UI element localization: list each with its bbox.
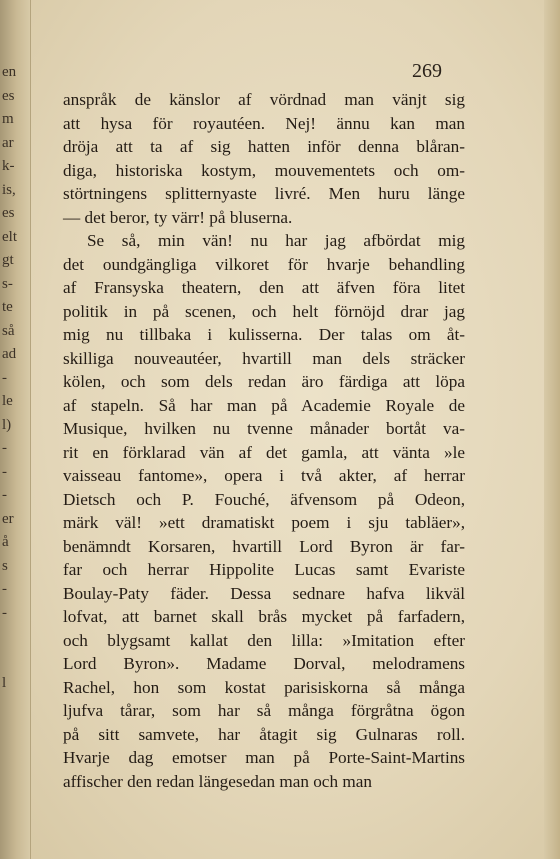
text-line: benämndt Korsaren, hvartill Lord Byron är far- [63,536,465,556]
text-line: — det beror, ty värr! på bluserna. [63,207,293,227]
text-line: Boulay-Paty fäder. Dessa sednare hafva likväl [63,583,465,603]
facing-page-fragment: en [2,64,17,80]
facing-page-fragment: es [2,87,15,104]
text-line: dröja att ta af sig hatten inför denna blåran- [63,137,465,156]
text-line: politik in på scenen, och helt förnöjd drar jag [63,301,465,321]
text-line: störtningens splitternyaste livré. Men huru länge [63,184,465,203]
text-line: Se så, min vän! nu har jag afbördat mig [87,231,465,250]
body-text [63,88,465,793]
facing-page-fragment: - [2,487,7,503]
facing-page-fragment: - [2,604,7,621]
facing-page-fragment: is, [2,181,16,198]
facing-page-fragment: ad [2,346,17,362]
text-line: att hysa för royautéen. Nej! ännu kan man [63,113,465,133]
text-line: anspråk de känslor af vördnad man vänjt sig [63,90,465,109]
text-line: far och herrar Hippolite Lucas samt Evariste [63,560,465,579]
facing-page-fragment: m [2,111,14,127]
page-number: 269 [412,60,442,82]
text-line: skilliga nouveautéer, hvartill man dels sträcker [63,348,465,368]
facing-page-fragment: elt [2,228,17,245]
facing-page-fragment: es [2,205,15,221]
facing-page-fragment: - [2,463,7,480]
facing-page-fragment: te [2,299,13,315]
text-line: märk väl! »ett dramatiskt poem i sju tabläer», [63,513,465,532]
facing-page-fragment: s [2,557,8,574]
facing-page-fragment: k- [2,158,15,174]
text-line: affischer den redan längesedan man och man [63,771,372,791]
facing-page-fragment: så [2,322,15,339]
text-line: på sitt samvete, har åtagit sig Gulnaras roll. [63,724,465,744]
text-line: det oundgängliga vilkoret för hvarje behandling [63,254,465,274]
text-line: Dietsch och P. Fouché, äfvensom på Odeon, [63,489,465,509]
facing-page-fragment: - [2,369,7,386]
facing-page-fragment: le [2,393,13,409]
facing-page-fragment: ar [2,134,14,151]
text-line: Rachel, hon som kostat parisiskorna så många [63,677,465,697]
text-line: kölen, och som dels redan äro färdiga att löpa [63,372,465,391]
facing-page-fragment: s- [2,275,13,292]
facing-page-fragment: l) [2,416,12,433]
facing-page-fragment: er [2,510,14,527]
text-line: och blygsamt kallat den lilla: »Imitation efter [63,630,465,650]
text-line: ljufva tårar, som har så många förgråtna ögon [63,701,465,720]
facing-page-edge [0,0,31,859]
facing-page-fragment: gt [2,252,14,268]
facing-page-fragment: å [2,534,9,550]
text-line: lofvat, att barnet skall brås mycket på farfadern, [63,607,465,626]
text-line: Musique, hvilken nu tvenne månader bortåt va- [63,419,465,438]
text-line: rit en förklarad vän af det gamla, att vänta »le [63,442,465,462]
text-line: mig nu tillbaka i kulisserna. Der talas om åt- [63,325,465,344]
text-line: af stapeln. Så har man på Academie Royale de [63,395,465,415]
text-line: vaisseau fantome», opera i två akter, af herrar [63,466,465,485]
text-line: Lord Byron». Madame Dorval, melodramens [63,654,465,673]
facing-page-fragment: l [2,675,7,691]
text-line: af Fransyska theatern, den att äfven föra litet [63,278,465,297]
facing-page-fragment: - [2,440,7,456]
text-line: diga, historiska kostym, mouvementets och om- [63,160,465,180]
text-line: Hvarje dag emotser man på Porte-Saint-Martins [63,748,465,767]
page-edge-shadow [544,0,560,859]
facing-page-fragment: - [2,581,7,597]
